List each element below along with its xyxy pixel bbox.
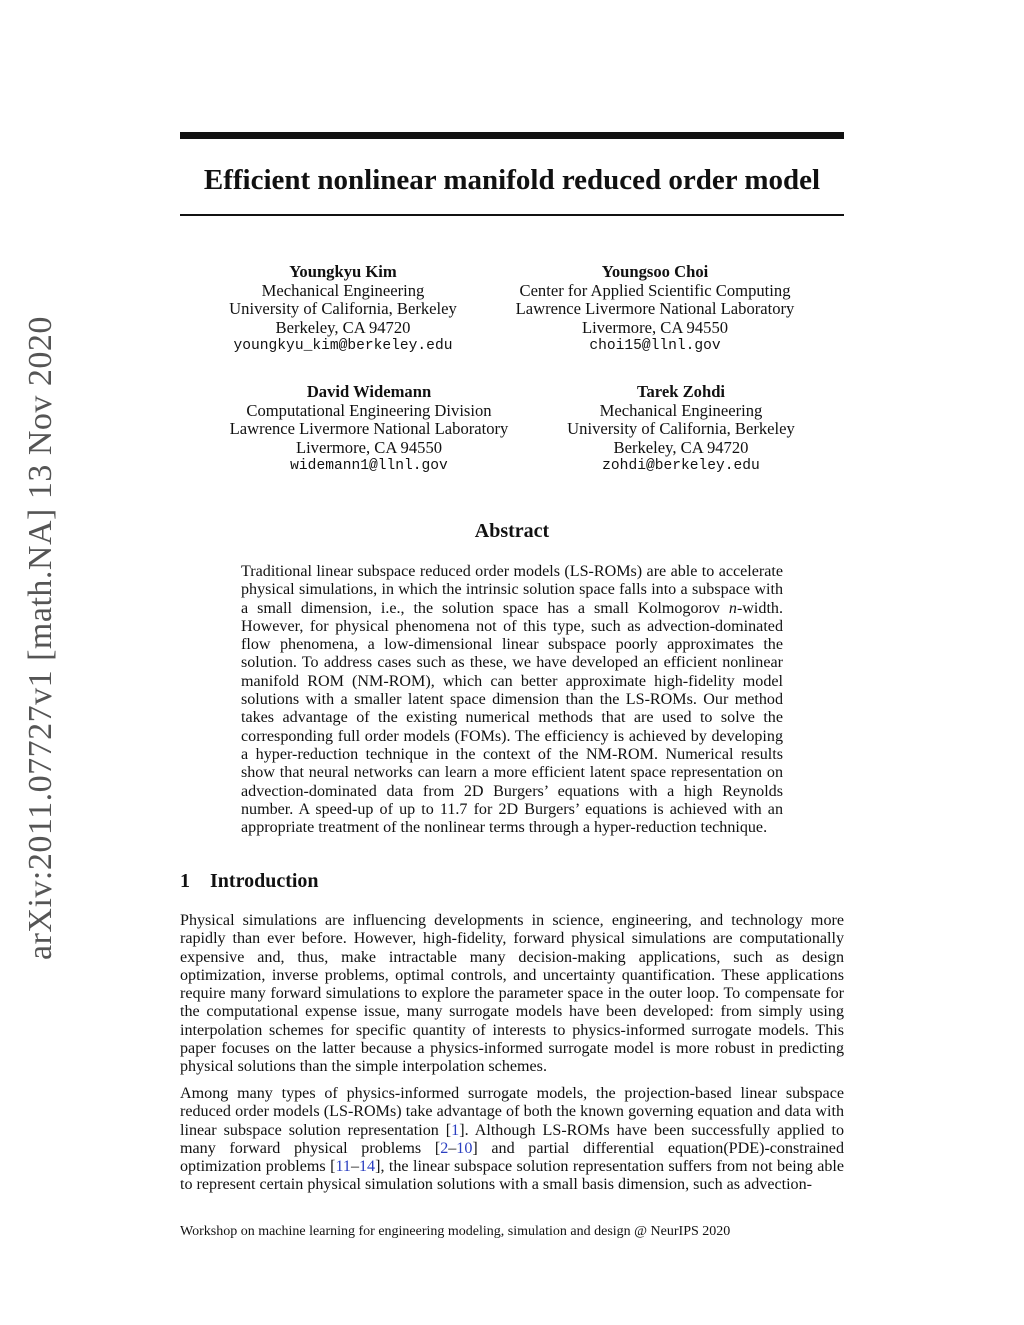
- author-location: Livermore, CA 94550: [295, 437, 443, 457]
- citation-range-dash: –: [448, 1139, 457, 1157]
- citation-link[interactable]: 11: [335, 1158, 351, 1176]
- author-department: Mechanical Engineering: [599, 400, 763, 420]
- intro-paragraph-2: [180, 1085, 844, 1195]
- author-location: Livermore, CA 94550: [581, 317, 729, 337]
- author-institution: Lawrence Livermore National Laboratory: [229, 419, 509, 439]
- section-heading: [180, 870, 319, 893]
- author-institution: University of California, Berkeley: [567, 419, 795, 439]
- title-bottom-rule: [180, 214, 844, 216]
- author-email[interactable]: choi15@llnl.gov: [589, 338, 721, 355]
- math-variable-n: n: [728, 599, 737, 617]
- paragraph-text: Among many types of physics-informed surrogate models, the projection-based linear subspace reduced order models (LS-ROMs) take advantage of both the known governing equation and data with linear subspace solution representation [: [180, 1085, 844, 1139]
- paper-title: Efficient nonlinear manifold reduced order model: [203, 164, 821, 196]
- author-location: Berkeley, CA 94720: [275, 317, 411, 337]
- author-block-1: [214, 263, 472, 356]
- author-email[interactable]: youngkyu_kim@berkeley.edu: [233, 338, 453, 355]
- section-title: Introduction: [210, 870, 319, 892]
- footer-venue-note: Workshop on machine learning for engineering modeling, simulation and design @ NeurIPS 2020: [180, 1224, 731, 1239]
- citation-range-dash: –: [350, 1158, 359, 1176]
- citation-link[interactable]: 10: [456, 1139, 473, 1157]
- author-name: Youngkyu Kim: [289, 262, 397, 281]
- citation-link[interactable]: 2: [440, 1139, 449, 1157]
- paragraph-text: ] and partial differential equation(PDE)-constrained optimization problems [: [180, 1139, 844, 1176]
- abstract-text-part: -width. However, for physical phenomena not of this type, such as advection-dominated flow phenomena, a low-dimensional linear subspace poorly approximates the solution. To address cases such as these, we have developed an efficient nonlinear manifold ROM (NM-ROM), which can better approximate high-fidelity model solutions with a smaller latent space dimension than the LS-ROMs. Our method takes advantage of the existing numerical methods that are used to solve the corresponding full order models (FOMs). The efficiency is achieved by developing a hyper-reduction technique in the context of the NM-ROM. Numerical results show that neural networks can learn a more efficient latent space representation on advection-dominated data from 2D Burgers’ equations with a high Reynolds number. A speed-up of up to 11.7 for 2D Burgers’ equations is achieved with an appropriate treatment of the nonlinear terms through a hyper-reduction technique.: [241, 599, 783, 837]
- author-name: Youngsoo Choi: [601, 262, 709, 281]
- title-top-rule: [180, 132, 844, 139]
- author-location: Berkeley, CA 94720: [613, 437, 749, 457]
- paragraph-text: ], the linear subspace solution representation suffers from not being able to represent certain physical simulation solutions with a small basis dimension, such as advection-: [180, 1158, 844, 1194]
- section-number: 1: [180, 870, 190, 892]
- author-email[interactable]: widemann1@llnl.gov: [290, 458, 448, 475]
- author-department: Mechanical Engineering: [261, 280, 425, 300]
- citation-link[interactable]: 1: [451, 1121, 460, 1139]
- abstract-text-part: Traditional linear subspace reduced order models (LS-ROMs) are able to accelerate physical simulations, in which the intrinsic solution space falls into a subspace with a small dimension, i.e., the solution space has a small Kolmogorov: [241, 563, 783, 617]
- author-department: Center for Applied Scientific Computing: [519, 280, 791, 300]
- paragraph-text: ]. Although LS-ROMs have been successfully applied to many forward physical problems [: [180, 1121, 844, 1157]
- citation-link[interactable]: 14: [359, 1158, 376, 1176]
- arxiv-identifier: arXiv:2011.07727v1 [math.NA] 13 Nov 2020: [22, 316, 59, 960]
- author-block-2: [505, 263, 805, 356]
- author-institution: University of California, Berkeley: [229, 299, 457, 319]
- author-block-4: [561, 383, 801, 476]
- author-name: David Widemann: [306, 382, 432, 401]
- author-name: Tarek Zohdi: [636, 382, 726, 401]
- intro-paragraph-1: Physical simulations are influencing developments in science, engineering, and technology more rapidly than ever before. However, high-fidelity, forward physical simulations are computationally expensive and, thus, make intractable many decision-making applications, such as design optimization, inverse problems, optimal controls, and uncertainty quantification. These applications require many forward simulations to explore the parameter space in the outer loop. To compensate for the computational expense issue, many surrogate models have been developed: from simply using interpolation schemes for specific quantity of interests to physics-informed surrogate models. This paper focuses on the latter because a physics-informed surrogate model is more robust in predicting physical solutions than the simple interpolation schemes.: [180, 912, 844, 1076]
- author-block-3: [222, 383, 516, 476]
- author-department: Computational Engineering Division: [246, 400, 492, 420]
- abstract-body: [241, 563, 783, 837]
- author-institution: Lawrence Livermore National Laboratory: [515, 299, 795, 319]
- author-email[interactable]: zohdi@berkeley.edu: [602, 458, 760, 475]
- abstract-heading: Abstract: [474, 520, 550, 542]
